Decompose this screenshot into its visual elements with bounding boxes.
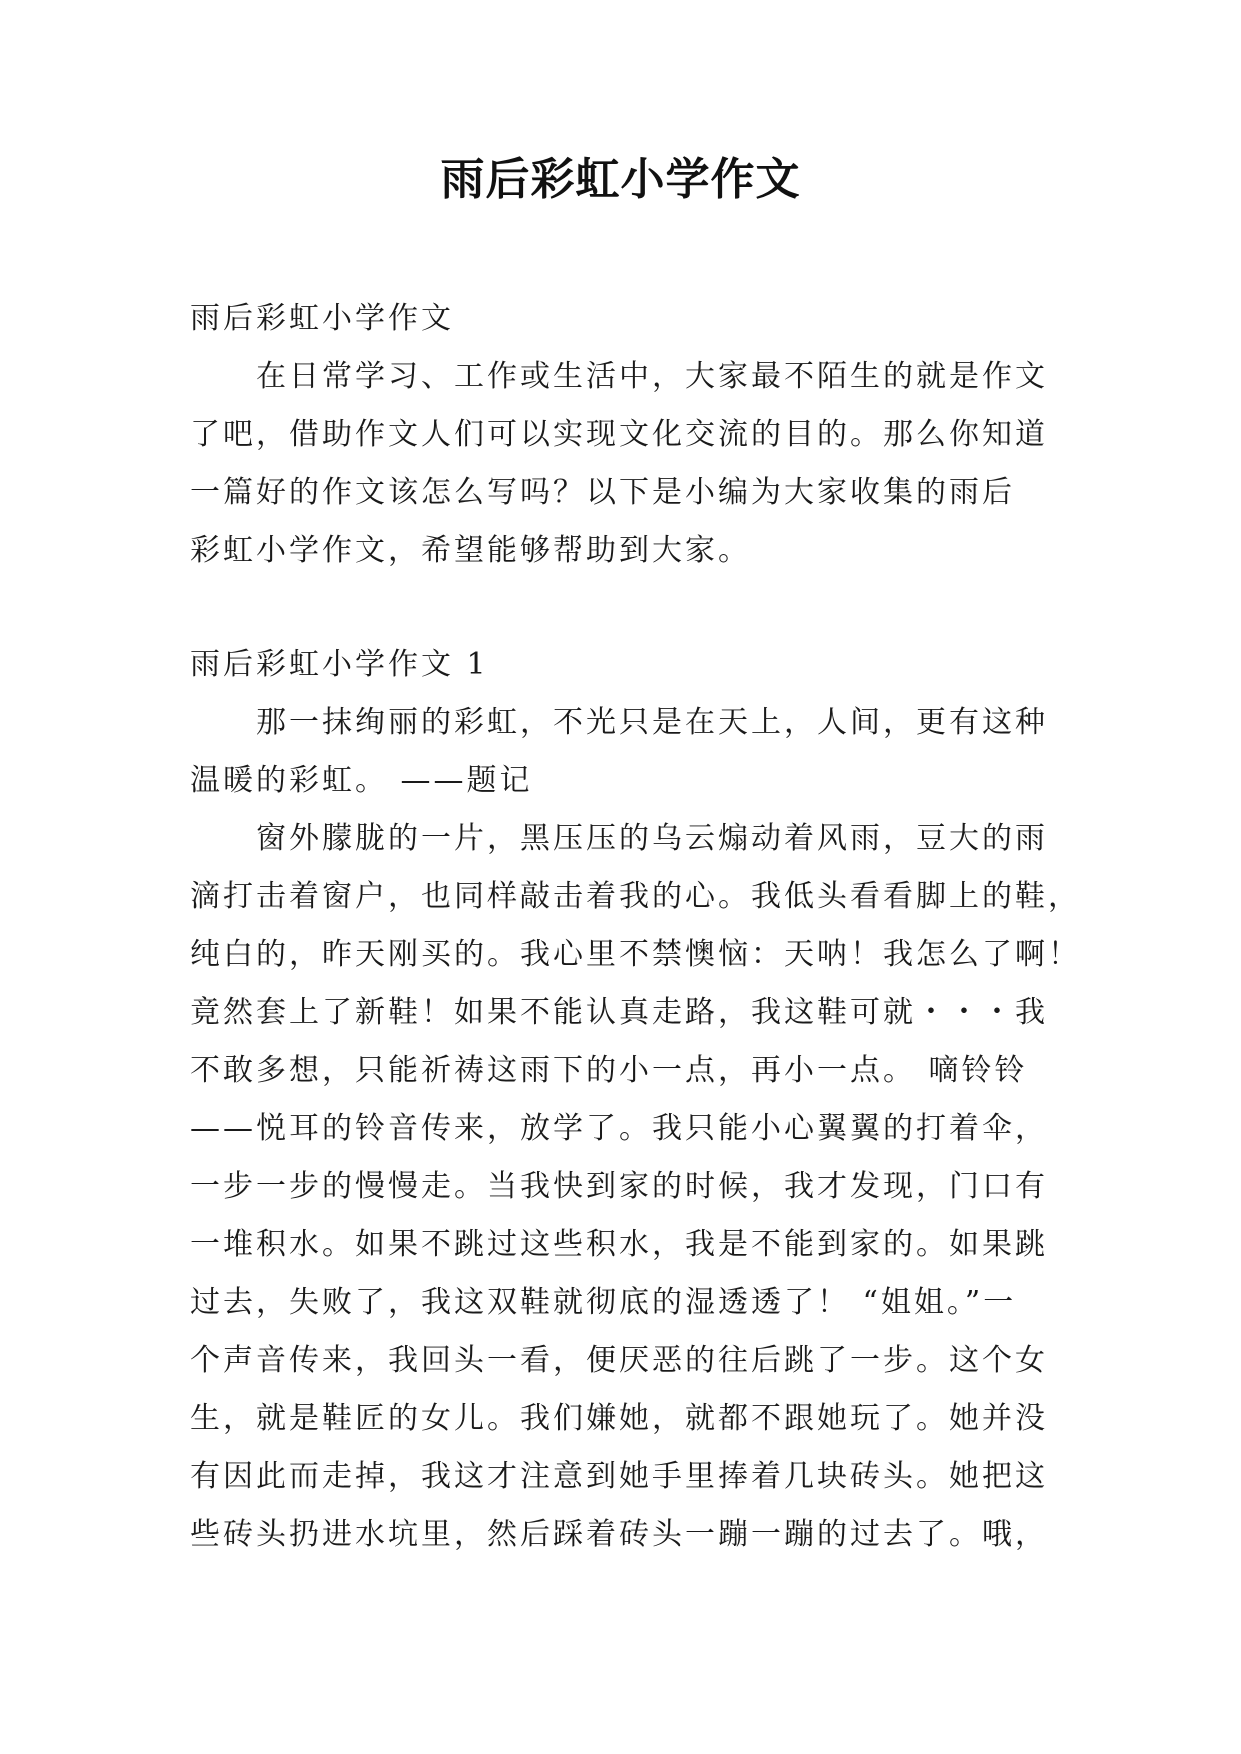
section-1-heading: 雨后彩虹小学作文 1: [190, 647, 489, 682]
text-line: 了吧，借助作文人们可以实现文化交流的目的。那么你知道: [190, 417, 1048, 452]
text-line: 在日常学习、工作或生活中，大家最不陌生的就是作文: [256, 359, 1048, 394]
text-line: 过去，失败了，我这双鞋就彻底的湿透透了！ “姐姐。”一: [190, 1285, 1017, 1320]
text-line: ——悦耳的铃音传来，放学了。我只能小心翼翼的打着伞，: [190, 1111, 1048, 1146]
text-line: 生，就是鞋匠的女儿。我们嫌她，就都不跟她玩了。她并没: [190, 1401, 1048, 1436]
text-line: 彩虹小学作文，希望能够帮助到大家。: [190, 533, 751, 568]
text-line: 温暖的彩虹。 ——题记: [190, 763, 533, 798]
text-line: 不敢多想，只能祈祷这雨下的小一点，再小一点。 嘀铃铃: [190, 1053, 1028, 1088]
section-1-body: [190, 694, 1081, 1564]
intro-heading: 雨后彩虹小学作文: [190, 301, 454, 336]
text-line: 竟然套上了新鞋！如果不能认真走路，我这鞋可就・・・我: [190, 995, 1048, 1030]
text-line: 一篇好的作文该怎么写吗？以下是小编为大家收集的雨后: [190, 475, 1015, 510]
text-line: 滴打击着窗户，也同样敲击着我的心。我低头看看脚上的鞋，: [190, 879, 1081, 914]
text-line: 一堆积水。如果不跳过这些积水，我是不能到家的。如果跳: [190, 1227, 1048, 1262]
text-line: 窗外朦胧的一片，黑压压的乌云煽动着风雨，豆大的雨: [256, 821, 1048, 856]
text-line: 一步一步的慢慢走。当我快到家的时候，我才发现，门口有: [190, 1169, 1048, 1204]
text-line: 个声音传来，我回头一看，便厌恶的往后跳了一步。这个女: [190, 1343, 1048, 1378]
section-1-epigraph: [190, 694, 1052, 810]
text-line: 有因此而走掉，我这才注意到她手里捧着几块砖头。她把这: [190, 1459, 1048, 1494]
text-line: 些砖头扔进水坑里，然后踩着砖头一蹦一蹦的过去了。哦，: [190, 1517, 1048, 1552]
document-title: 雨后彩虹小学作文: [440, 154, 801, 205]
section-1-paragraph: [190, 810, 1081, 1564]
intro-paragraph: [190, 348, 1052, 580]
text-line: 纯白的，昨天刚买的。我心里不禁懊恼：天呐！我怎么了啊！: [190, 937, 1081, 972]
text-line: 那一抹绚丽的彩虹，不光只是在天上，人间，更有这种: [256, 705, 1048, 740]
